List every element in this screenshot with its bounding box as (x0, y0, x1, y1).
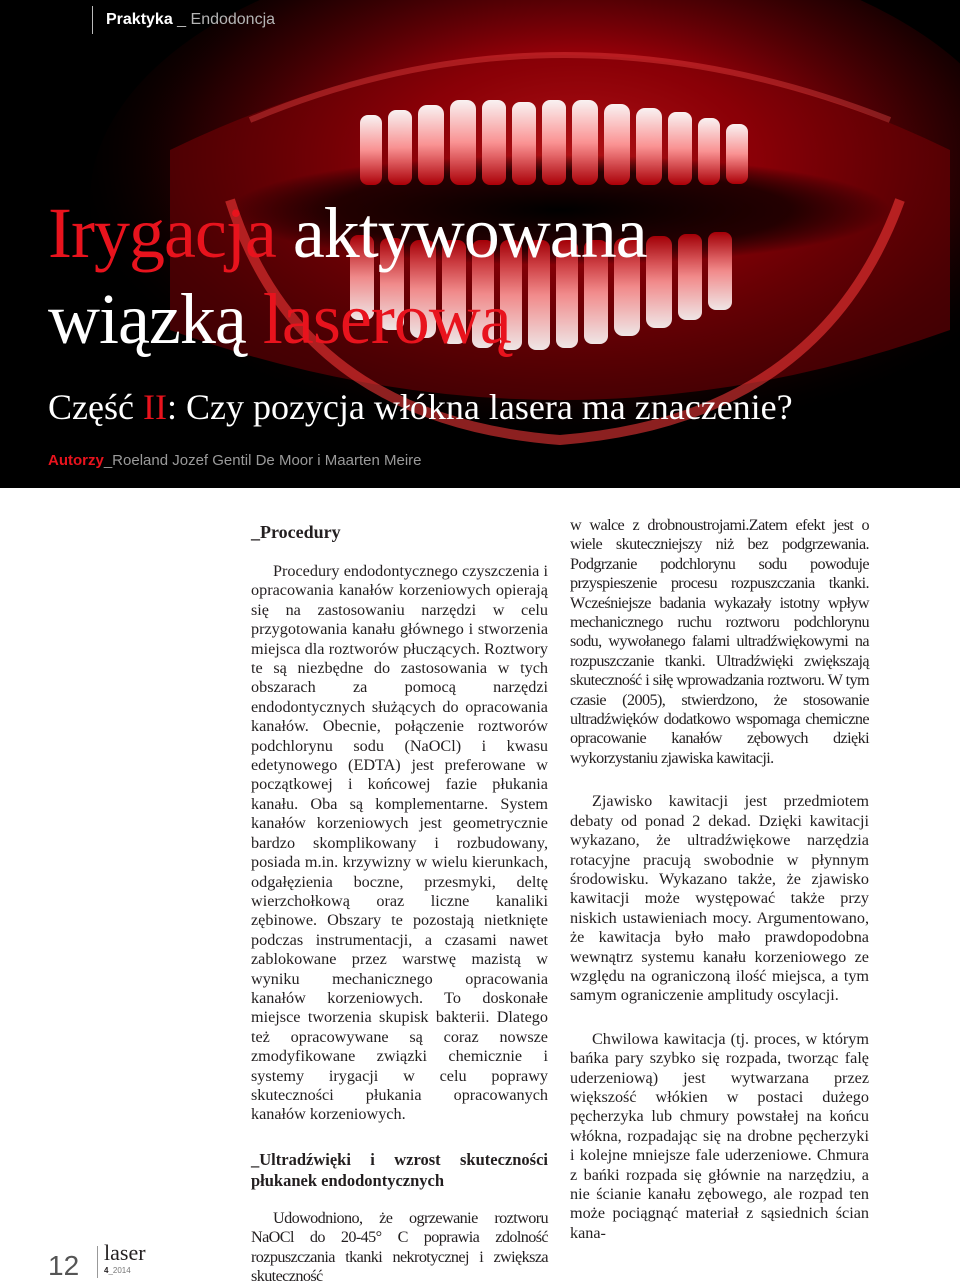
article-subtitle (48, 385, 793, 429)
authors-line (48, 452, 422, 469)
hero-image (0, 0, 960, 488)
title-word-3: wiązką (48, 279, 263, 359)
subtitle-before: Część (48, 387, 143, 427)
running-header (92, 6, 275, 34)
subtitle-part-number: II (142, 387, 167, 427)
footer-divider (97, 1246, 98, 1278)
page-number: 12 (48, 1250, 80, 1281)
title-word-2: aktywowana (275, 193, 647, 273)
text-column-left (251, 522, 548, 1286)
header-section: Praktyka (106, 11, 173, 28)
section-heading-procedures: _Procedury (251, 522, 341, 542)
paragraph: Udowodniono, że ogrzewanie roztworu NaOCl do 20-45° C poprawia zdolność rozpuszczania tkanki nekrotycznej i zwiększa skuteczność (251, 1208, 548, 1285)
header-separator: _ (172, 11, 191, 28)
paragraph: Procedury endodontycznego czyszczenia i opracowania kanałów korzeniowych opierają się na zastosowaniu narzędzi w celu przygotowania kanału głównego i stworzenia miejsca dla roztworów płuczących. Roztwory te są niezbędne do zastosowania w tych obszarach za pomocą narzędzi endodontycznych służących do opracowania kanałów. Obecnie, połączenie roztworów podchlorynu sodu (NaOCl) i kwasu edetynowego (EDTA) jest preferowane w początkowej i końcowej fazie płukania kanału. Oba są komplementarne. System kanałów korzeniowych jest geometrycznie bardzo skomplikowany i rozbudowany, posiada m.in. krzywizny w wielu kierunkach, odgałęzienia boczne, przesmyki, deltę wierzchołkową oraz liczne kanaliki zębinowe. Obszary te pozostają nietknięte podczas instrumentacji, a czasami nawet zablokowane przez warstwę mazistą w wyniku mechanicznego opracowania kanałów korzeniowych. To doskonałe miejsce tworzenia skupisk bakterii. Dlatego też opracowywane są coraz nowsze zmodyfikowane związki chemicznie i systemy irygacji w celu poprawy skuteczności płukania opracowanych kanałów korzeniowych. (251, 562, 548, 1124)
subtitle-after: : Czy pozycja włókna lasera ma znaczenie? (166, 387, 793, 427)
section-heading-ultrasound: _Ultradźwięki i wzrost skuteczności płukanek endodontycznych (251, 1149, 548, 1190)
title-word-4: laserową (262, 279, 511, 359)
paragraph: w walce z drobnoustrojami.Zatem efekt jest o wiele skuteczniejszy niż bez podgrzewania. Podgrzanie podchlorynu sodu powoduje przyspieszenie procesu rozpuszczania tkanki. Wcześniejsze badania wykazały istotny wpływ mechanicznego ruchu roztworu podchlorynu sodu, wywołanego falami ultradźwiękowymi na rozpuszczanie tkanki. Ultradźwięki zwiększają skuteczność i siłę wprowadzania roztworu. W tym czasie (2005), stwierdzono, że stosowanie ultradźwięków dodatkowo wspomaga chemiczne opracowanie kanałów zębowych dzięki wykorzystaniu zjawiska kawitacji. (570, 516, 869, 767)
text-column-right (570, 516, 869, 1243)
issue-label (104, 1266, 131, 1275)
authors-label: Autorzy (48, 452, 104, 469)
issue-year: _2014 (108, 1266, 131, 1275)
magazine-name: laser (104, 1240, 146, 1265)
paragraph: Chwilowa kawitacja (tj. proces, w którym bańka pary szybko się rozpada, tworząc falę uderzeniową) jest wytwarzana przez większość włókien w postaci dużego pęcherzyka lub chmury powstałej na końcu włókna, rozpadając się na drobne pęcherzyki i kolejne mniejsze fale uderzeniowe. Chmura z bańki rozpada się głównie na narzędziu, a nie ścianie kanału zębowego, ale rozpad ten może pociągnąć materiał z sąsiednich ścian kana- (570, 1029, 869, 1242)
paragraph: Zjawisko kawitacji jest przedmiotem debaty od ponad 2 dekad. Dzięki kawitacji wykazano, że ultradźwiękowe narzędzia rotacyjne pracują swobodnie w płynnym środowisku. Wykazano także, że zjawisko kawitacji może występować także przy niskich ustawieniach mocy. Argumentowano, że kawitacja było mało prawdopodobna wewnątrz systemu kanału korzeniowego ze względu na ograniczoną ilość miejsca, a tym samym ograniczenie amplitudy oscylacji. (570, 792, 869, 1005)
authors-names: _Roeland Jozef Gentil De Moor i Maarten Meire (103, 452, 422, 469)
issue-number: 4 (104, 1266, 109, 1275)
title-word-1: Irygacja (48, 193, 276, 273)
article-title (48, 190, 647, 362)
header-subsection: Endodoncja (190, 11, 276, 28)
